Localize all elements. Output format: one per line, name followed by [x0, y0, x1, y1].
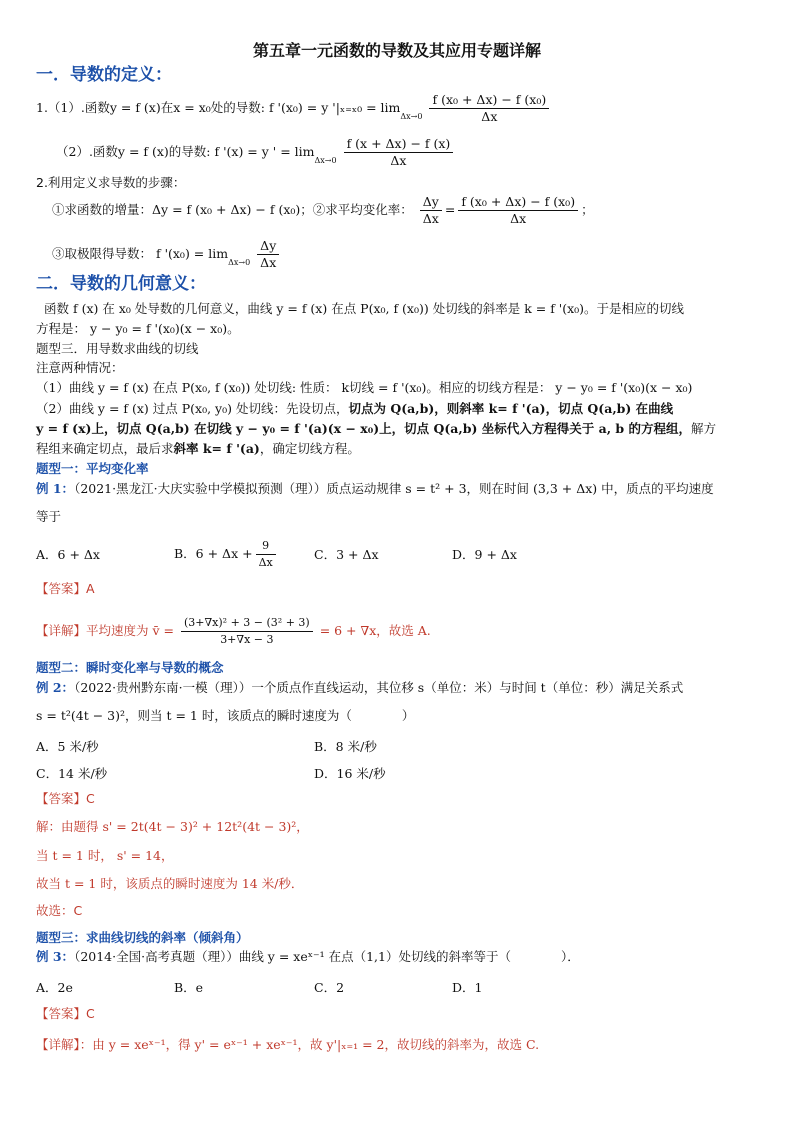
example-2-text: （2022·贵州黔东南·一模（理））一个质点作直线运动，其位移 s（单位：米）与时间 t（单位：秒）满足关系式	[74, 680, 684, 695]
option-b-text: B．6 + Δx +	[174, 546, 253, 561]
answer-1	[36, 580, 764, 598]
definition-1-fraction	[429, 92, 549, 125]
detail-1	[36, 615, 764, 648]
fraction-denominator: Δx	[390, 153, 407, 168]
step-rate-fraction-1	[420, 194, 442, 227]
case-2-text-f: 斜率 k= f '(a)	[173, 441, 260, 456]
option-b	[174, 538, 279, 571]
example-2-label: 例 2：	[36, 680, 75, 695]
case-2-line-1	[36, 400, 764, 418]
topic-2-heading: 题型二：瞬时变化率与导数的概念	[36, 660, 224, 675]
answer-label: 【答案】	[36, 791, 87, 806]
step-3	[52, 238, 764, 271]
example-1-label: 例 1：	[36, 481, 75, 496]
step-3-text: ③取极限得导数： f '(x₀) = lim	[52, 246, 229, 261]
fraction-numerator: Δy	[257, 238, 279, 255]
definition-1	[36, 92, 764, 125]
example-3-text: （2014·全国·高考真题（理））曲线 y = xeˣ⁻¹ 在点（1,1）处切线的斜率等于（ ）．	[74, 949, 580, 964]
detail-text-a: 平均速度为 v̄ =	[86, 623, 174, 638]
case-1: （1）曲线 y = f (x) 在点 P(x₀, f (x₀)) 处切线: 性质： k切线 = f '(x₀)。相应的切线方程是： y − y₀ = f '(x₀)(x − x₀)	[36, 380, 693, 395]
case-2-text-a: （2）曲线 y = f (x) 过点 P(x₀, y₀) 处切线：先设切点，	[36, 401, 349, 416]
detail-3	[36, 1036, 764, 1054]
step-rate-fraction-2	[458, 194, 578, 227]
note-title: 注意两种情况：	[36, 360, 124, 375]
option-c: C．2	[314, 980, 345, 995]
step-end-punct: ；	[581, 202, 594, 217]
topic-1-heading: 题型一：平均变化率	[36, 461, 149, 476]
detail-text: ：由 y = xeˣ⁻¹，得 y' = eˣ⁻¹ + xeˣ⁻¹，故 y'|ₓ₌₁ = 2，故切线的斜率为，故选 C.	[79, 1037, 540, 1052]
geometric-paragraph-1: 函数 f (x) 在 x₀ 处导数的几何意义，曲线 y = f (x) 在点 P(x₀, f (x₀)) 处切线的斜率是 k = f '(x₀)。于是相应的切线	[44, 301, 685, 316]
fraction-denominator: Δx	[510, 211, 527, 226]
step-1-2	[52, 194, 764, 227]
solution-line-1: 解：由题得 s' = 2t(4t − 3)² + 12t²(4t − 3)²，	[36, 819, 309, 834]
fraction-denominator: Δx	[481, 109, 498, 124]
case-2-text-g: ，确定切线方程。	[259, 441, 360, 456]
example-3	[36, 948, 764, 966]
answer-value: C	[86, 791, 95, 806]
example-2	[36, 679, 764, 697]
fraction-denominator: Δx	[422, 211, 439, 226]
topic-title-tangent: 题型三．用导数求曲线的切线	[36, 341, 199, 356]
answer-value: C	[86, 1006, 95, 1021]
option-d: D．1	[452, 980, 483, 995]
fraction-numerator: f (x₀ + Δx) − f (x₀)	[458, 194, 578, 211]
fraction-denominator: Δx	[258, 556, 273, 569]
fraction-denominator: 3+∇x − 3	[220, 633, 274, 646]
detail-label: 【详解】	[36, 623, 87, 638]
option-d: D．9 + Δx	[452, 547, 517, 562]
section-heading-definition: 一．导数的定义：	[36, 65, 172, 85]
example-2-text-2: s = t²(4t − 3)²，则当 t = 1 时，该质点的瞬时速度为（ ）	[36, 708, 415, 723]
case-2-text-e: 程组来确定切点，最后求	[36, 441, 174, 456]
answer-value: A	[86, 581, 95, 596]
detail-fraction	[181, 615, 313, 648]
case-2-text-d: 解方	[691, 421, 717, 436]
option-a: A．2e	[36, 980, 73, 995]
step-3-limit-sub: Δx→0	[228, 258, 251, 267]
step-3-fraction	[257, 238, 279, 271]
geometric-paragraph-2: 方程是： y − y₀ = f '(x₀)(x − x₀)。	[36, 321, 240, 336]
solution-line-3: 故当 t = 1 时，该质点的瞬时速度为 14 米/秒．	[36, 876, 304, 891]
option-d: D．16 米/秒	[314, 766, 386, 781]
option-b: B．e	[174, 980, 204, 995]
fraction-numerator: f (x + Δx) − f (x)	[344, 136, 454, 153]
definition-1-text: 1.（1）.函数y = f (x)在x = x₀处的导数: f '(x₀) = y '|ₓ₌ₓ₀ = lim	[36, 100, 401, 115]
answer-3	[36, 1005, 764, 1023]
topic-3-heading: 题型三：求曲线切线的斜率（倾斜角）	[36, 930, 249, 945]
case-2-text-c: y = f (x)上，切点 Q(a,b) 在切线 y − y₀ = f '(a)(x − x₀)上，切点 Q(a,b) 坐标代入方程得关于 a, b 的方程组，	[36, 421, 691, 436]
answer-label: 【答案】	[36, 581, 87, 596]
document-title: 第五章一元函数的导数及其应用专题详解	[252, 41, 541, 60]
detail-label: 【详解】	[36, 1037, 80, 1052]
detail-text-b: = 6 + ∇x，故选 A.	[319, 623, 431, 638]
case-2-text-b: 切点为 Q(a,b)，则斜率 k= f '(a)，切点 Q(a,b) 在曲线	[348, 401, 674, 416]
case-2-line-2	[36, 420, 764, 438]
definition-2-fraction	[344, 136, 454, 169]
step-1-text: ①求函数的增量：Δy = f (x₀ + Δx) − f (x₀)；②求平均变化率：	[52, 202, 413, 217]
option-a: A．6 + Δx	[36, 547, 100, 562]
answer-label: 【答案】	[36, 1006, 87, 1021]
fraction-numerator: (3+∇x)² + 3 − (3² + 3)	[181, 615, 313, 632]
example-1-text: （2021·黑龙江·大庆实验中学模拟预测（理））质点运动规律 s = t² + 3，则在时间 (3,3 + Δx) 中，质点的平均速度	[74, 481, 714, 496]
solution-line-4: 故选：C	[36, 903, 83, 918]
example-3-label: 例 3：	[36, 949, 75, 964]
solution-line-2: 当 t = 1 时， s' = 14，	[36, 848, 174, 863]
fraction-numerator: f (x₀ + Δx) − f (x₀)	[429, 92, 549, 109]
example-1-text-2: 等于	[36, 509, 62, 524]
fraction-numerator: 9	[256, 538, 276, 555]
option-a: A．5 米/秒	[36, 739, 99, 754]
option-b-fraction	[256, 538, 276, 571]
definition-1-limit-sub: Δx→0	[400, 112, 423, 121]
definition-2	[56, 136, 764, 169]
definition-2-limit-sub: Δx→0	[314, 156, 337, 165]
option-c: C．3 + Δx	[314, 547, 379, 562]
fraction-denominator: Δx	[260, 255, 277, 270]
equals-sign: =	[444, 202, 456, 217]
example-1	[36, 480, 764, 498]
answer-2	[36, 790, 764, 808]
steps-title: 2.利用定义求导数的步骤：	[36, 175, 186, 190]
fraction-numerator: Δy	[420, 194, 442, 211]
case-2-line-3	[36, 440, 764, 458]
definition-2-text: （2）.函数y = f (x)的导数: f '(x) = y ' = lim	[56, 144, 315, 159]
section-heading-geometric: 二．导数的几何意义：	[36, 274, 206, 294]
option-c: C．14 米/秒	[36, 766, 108, 781]
option-b: B．8 米/秒	[314, 739, 377, 754]
